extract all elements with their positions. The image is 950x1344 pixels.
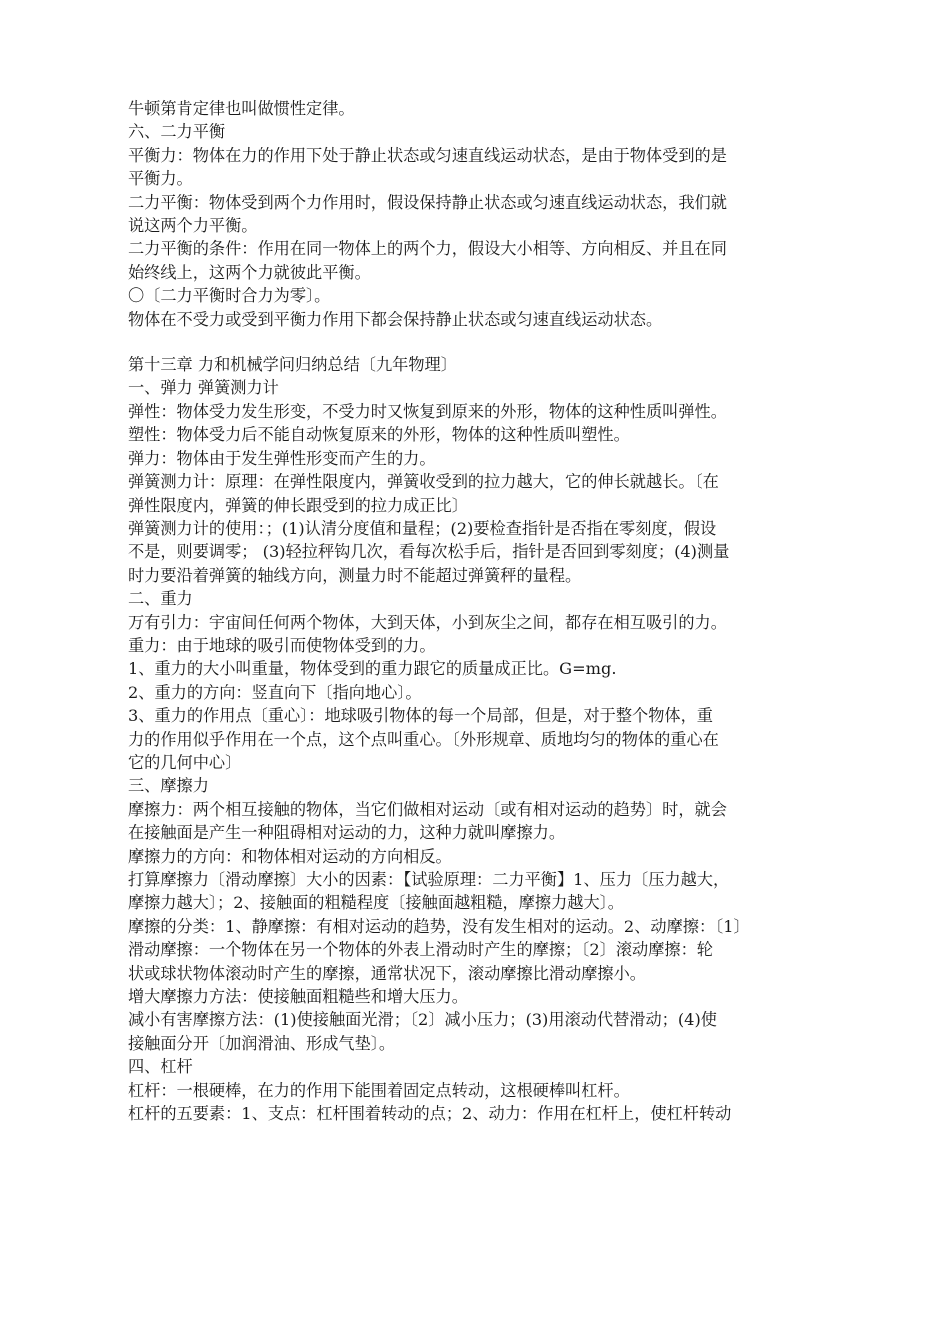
text-line: 弹性限度内，弹簧的伸长跟受到的拉力成正比〕 [128, 495, 468, 515]
text-line: 弹性：物体受力发生形变，不受力时又恢复到原来的外形，物体的这种性质叫弹性。 [128, 401, 727, 421]
text-line: 万有引力：宇宙间任何两个物体，大到天体，小到灰尘之间，都存在相互吸引的力。 [128, 612, 727, 632]
text-line: 〇〔二力平衡时合力为零〕。 [128, 286, 331, 306]
text-line: 打算摩擦力〔滑动摩擦〕大小的因素：【试验原理：二力平衡】1、压力〔压力越大， [128, 870, 730, 889]
text-line: 重力：由于地球的吸引而使物体受到的力。 [128, 635, 436, 655]
text-line: 2、重力的方向：竖直向下〔指向地心〕。 [128, 682, 422, 702]
text-line: 牛顿第肯定律也叫做惯性定律。 [128, 99, 355, 118]
section-heading: 六、二力平衡 [128, 122, 226, 142]
text-line: 减小有害摩擦方法：(1)使接触面光滑；〔2〕减小压力；(3)用滚动代替滑动；(4)使 [128, 1010, 717, 1030]
text-line: 弹簧测力计：原理：在弹性限度内，弹簧收受到的拉力越大，它的伸长就越长。〔在 [128, 472, 719, 492]
section-heading: 三、摩擦力 [128, 776, 209, 796]
text-line: 接触面分开〔加润滑油、形成气垫〕。 [128, 1033, 396, 1053]
text-line: 塑性：物体受力后不能自动恢复原来的外形，物体的这种性质叫塑性。 [128, 425, 630, 445]
chapter-title: 第十三章 力和机械学问归纳总结〔九年物理〕 [128, 355, 457, 375]
text-line: 增大摩擦力方法：使接触面粗糙些和增大压力。 [128, 987, 468, 1007]
text-line: 摩擦的分类：1、静摩擦：有相对运动的趋势，没有发生相对的运动。2、动摩擦：〔1〕 [128, 916, 750, 936]
text-line: 二力平衡：物体受到两个力作用时，假设保持静止状态或匀速直线运动状态，我们就 [128, 192, 727, 212]
text-line: 始终线上，这两个力就彼此平衡。 [128, 262, 371, 282]
text-line: 不是，则要调零； (3)轻拉秤钩几次，看每次松手后，指针是否回到零刻度；(4)测量 [128, 542, 730, 562]
text-line: 杠杆的五要素：1、支点：杠杆围着转动的点；2、动力：作用在杠杆上，使杠杆转动 [128, 1104, 732, 1124]
text-line: 摩擦力：两个相互接触的物体，当它们做相对运动〔或有相对运动的趋势〕时，就会 [128, 799, 727, 819]
text-line: 平衡力：物体在力的作用下处于静止状态或匀速直线运动状态，是由于物体受到的是 [128, 145, 727, 165]
text-line: 在接触面是产生一种阻碍相对运动的力，这种力就叫摩擦力。 [128, 823, 566, 843]
text-line: 它的几何中心〕 [128, 752, 242, 772]
text-line: 状或球状物体滚动时产生的摩擦，通常状况下，滚动摩擦比滑动摩擦小。 [128, 963, 646, 983]
section-heading: 二、重力 [128, 589, 193, 609]
text-line: 摩擦力的方向：和物体相对运动的方向相反。 [128, 846, 452, 866]
text-line: 二力平衡的条件：作用在同一物体上的两个力，假设大小相等、方向相反、并且在同 [128, 239, 727, 259]
section-heading: 一、弹力 弹簧测力计 [128, 378, 279, 398]
text-line: 摩擦力越大〕；2、接触面的粗糙程度〔接触面越粗糙，摩擦力越大〕。 [128, 893, 624, 913]
blank-line [128, 331, 836, 353]
text-line: 3、重力的作用点〔重心〕：地球吸引物体的每一个局部，但是，对于整个物体，重 [128, 706, 713, 726]
text-line: 平衡力。 [128, 169, 193, 189]
text-line: 说这两个力平衡。 [128, 216, 258, 236]
text-line: 力的作用似乎作用在一个点，这个点叫重心。〔外形规章、质地均匀的物体的重心在 [128, 729, 719, 749]
text-line: 物体在不受力或受到平衡力作用下都会保持静止状态或匀速直线运动状态。 [128, 309, 663, 329]
text-line: 滑动摩擦：一个物体在另一个物体的外表上滑动时产生的摩擦；〔2〕滚动摩擦：轮 [128, 940, 713, 960]
section-heading: 四、杠杆 [128, 1057, 193, 1077]
document-page [128, 97, 836, 1125]
text-line: 1、重力的大小叫重量，物体受到的重力跟它的质量成正比。G=mg. [128, 659, 617, 679]
text-line: 弹力：物体由于发生弹性形变而产生的力。 [128, 448, 436, 468]
text-line: 时力要沿着弹簧的轴线方向，测量力时不能超过弹簧秤的量程。 [128, 565, 582, 585]
text-line: 弹簧测力计的使用：；(1)认清分度值和量程；(2)要检查指针是否指在零刻度，假设 [128, 518, 717, 538]
text-line: 杠杆：一根硬棒，在力的作用下能围着固定点转动，这根硬棒叫杠杆。 [128, 1080, 630, 1100]
